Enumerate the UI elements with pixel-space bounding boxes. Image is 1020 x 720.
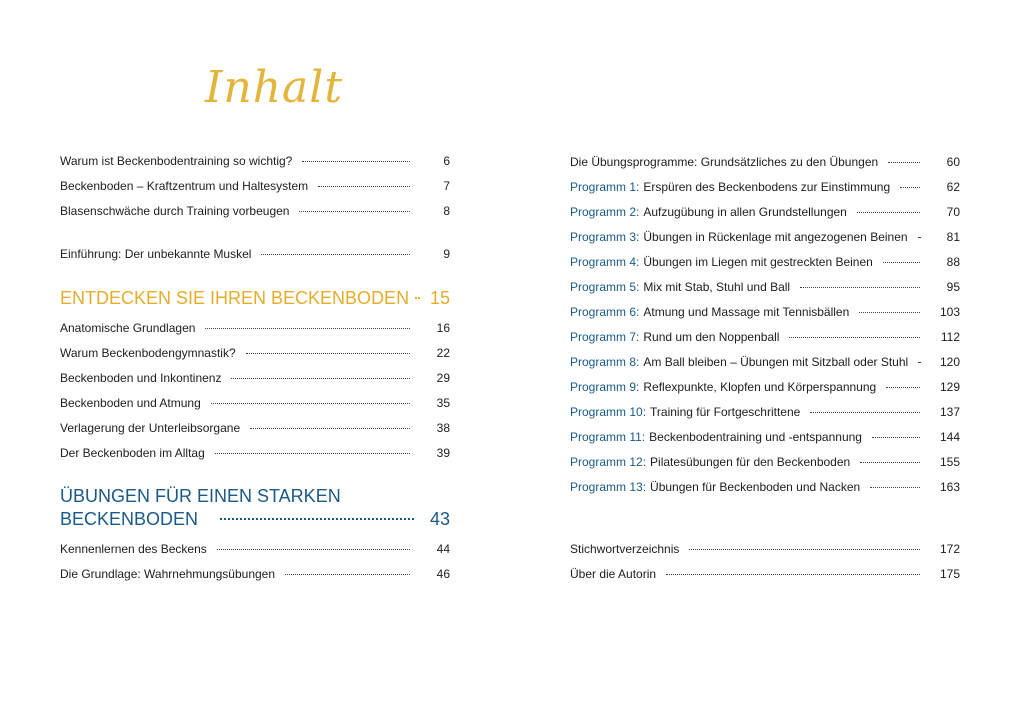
program-entry[interactable] (570, 329, 960, 345)
program-entry[interactable] (570, 279, 960, 295)
program-entry[interactable] (570, 454, 960, 470)
entry-page: 175 (939, 567, 960, 581)
program-number: Programm 4: (570, 255, 640, 269)
entry-label: Blasenschwäche durch Training vorbeugen (60, 204, 290, 218)
dot-leader (789, 336, 920, 338)
program-entry[interactable] (570, 404, 960, 420)
entry-label: Rund um den Noppenball (643, 330, 780, 344)
dot-leader (883, 261, 920, 263)
entry-page: 44 (436, 542, 450, 556)
dot-leader (857, 211, 920, 213)
toc-entry[interactable] (60, 178, 450, 194)
toc-entry[interactable] (570, 154, 960, 170)
section-heading-exercises[interactable] (60, 508, 450, 530)
dot-leader (261, 253, 410, 255)
entry-label: Beckenboden und Atmung (60, 396, 201, 410)
program-number: Programm 1: (570, 180, 640, 194)
entry-page: 112 (940, 330, 960, 344)
dot-leader (870, 486, 920, 488)
entry-label: Stichwortverzeichnis (570, 542, 680, 556)
program-number: Programm 6: (570, 305, 640, 319)
entry-page: 120 (939, 355, 960, 369)
section-heading-discover[interactable] (60, 287, 450, 309)
section-heading-label: ENTDECKEN SIE IHREN BECKENBODEN (60, 288, 410, 308)
toc-entry[interactable] (570, 566, 960, 582)
section-heading-label: BECKENBODEN (60, 509, 199, 529)
toc-entry[interactable] (60, 445, 450, 461)
section-heading-page: 15 (429, 288, 450, 308)
entry-page: 8 (443, 204, 450, 218)
program-entry[interactable] (570, 379, 960, 395)
toc-entry[interactable] (60, 370, 450, 386)
dot-leader (231, 377, 410, 379)
program-entry[interactable] (570, 229, 960, 245)
entry-page: 16 (436, 321, 450, 335)
entry-page: 70 (946, 205, 960, 219)
entry-label: Training für Fortgeschrittene (650, 405, 801, 419)
entry-page: 46 (436, 567, 450, 581)
program-number: Programm 9: (570, 380, 640, 394)
entry-label: Übungen im Liegen mit gestreckten Beinen (643, 255, 873, 269)
entry-label: Einführung: Der unbekannte Muskel (60, 247, 252, 261)
entry-page: 62 (946, 180, 960, 194)
toc-entry[interactable] (60, 345, 450, 361)
dot-leader (215, 452, 410, 454)
dot-leader (860, 461, 920, 463)
entry-page: 137 (939, 405, 960, 419)
dot-leader (285, 573, 410, 575)
entry-label: Warum ist Beckenbodentraining so wichtig? (60, 154, 293, 168)
entry-label: Beckenbodentraining und -entspannung (649, 430, 862, 444)
toc-title: Inhalt (205, 62, 344, 113)
entry-page: 22 (436, 346, 450, 360)
toc-entry[interactable] (60, 420, 450, 436)
program-number: Programm 2: (570, 205, 640, 219)
dot-leader (299, 210, 410, 212)
program-number: Programm 8: (570, 355, 640, 369)
entry-page: 7 (443, 179, 450, 193)
entry-page: 103 (939, 305, 960, 319)
dot-leader (810, 411, 920, 413)
toc-entry[interactable] (60, 153, 450, 169)
entry-label: Die Grundlage: Wahrnehmungsübungen (60, 567, 276, 581)
dot-leader (886, 386, 920, 388)
section-heading-exercises-line1[interactable]: ÜBUNGEN FÜR EINEN STARKEN (60, 486, 341, 506)
dot-leader (918, 236, 920, 238)
entry-page: 60 (946, 155, 960, 169)
toc-entry[interactable] (60, 541, 450, 557)
program-entry[interactable] (570, 479, 960, 495)
dot-leader (318, 185, 410, 187)
toc-entry[interactable] (570, 541, 960, 557)
dot-leader (211, 402, 410, 404)
program-entry[interactable] (570, 179, 960, 195)
entry-page: 81 (946, 230, 960, 244)
entry-label: Übungen in Rückenlage mit angezogenen Beinen (643, 230, 908, 244)
entry-page: 129 (939, 380, 960, 394)
entry-page: 95 (946, 280, 960, 294)
dot-leader (888, 161, 920, 163)
program-number: Programm 12: (570, 455, 647, 469)
dot-leader (220, 517, 414, 520)
entry-label: Kennenlernen des Beckens (60, 542, 207, 556)
dot-leader (415, 296, 418, 299)
entry-label: Erspüren des Beckenbodens zur Einstimmung (643, 180, 891, 194)
program-number: Programm 10: (570, 405, 647, 419)
program-entry[interactable] (570, 304, 960, 320)
program-number: Programm 11: (570, 430, 646, 444)
program-number: Programm 5: (570, 280, 640, 294)
entry-page: 39 (436, 446, 450, 460)
program-entry[interactable] (570, 254, 960, 270)
entry-label: Am Ball bleiben – Übungen mit Sitzball oder Stuhl (643, 355, 909, 369)
entry-page: 9 (443, 247, 450, 261)
toc-entry[interactable] (60, 246, 450, 262)
entry-page: 6 (443, 154, 450, 168)
entry-label: Atmung und Massage mit Tennisbällen (643, 305, 850, 319)
dot-leader (302, 160, 410, 162)
entry-label: Die Übungsprogramme: Grundsätzliches zu den Übungen (570, 155, 879, 169)
entry-label: Aufzugübung in allen Grundstellungen (643, 205, 847, 219)
entry-label: Verlagerung der Unterleibsorgane (60, 421, 241, 435)
dot-leader (666, 573, 920, 575)
entry-label: Reflexpunkte, Klopfen und Körperspannung (643, 380, 877, 394)
entry-label: Beckenboden und Inkontinenz (60, 371, 222, 385)
entry-label: Pilatesübungen für den Beckenboden (650, 455, 851, 469)
dot-leader (900, 186, 920, 188)
program-number: Programm 7: (570, 330, 640, 344)
dot-leader (800, 286, 920, 288)
dot-leader (859, 311, 920, 313)
entry-label: Der Beckenboden im Alltag (60, 446, 205, 460)
entry-page: 144 (939, 430, 960, 444)
program-number: Programm 3: (570, 230, 640, 244)
entry-label: Beckenboden – Kraftzentrum und Haltesystem (60, 179, 309, 193)
entry-label: Über die Autorin (570, 567, 657, 581)
dot-leader (205, 327, 410, 329)
program-entry[interactable] (570, 429, 960, 445)
entry-page: 163 (939, 480, 960, 494)
entry-page: 35 (436, 396, 450, 410)
dot-leader (872, 436, 920, 438)
entry-page: 88 (946, 255, 960, 269)
program-entry[interactable] (570, 354, 960, 370)
entry-page: 29 (436, 371, 450, 385)
section-heading-page: 43 (429, 509, 450, 529)
entry-label: Mix mit Stab, Stuhl und Ball (643, 280, 791, 294)
entry-label: Übungen für Beckenboden und Nacken (650, 480, 861, 494)
dot-leader (918, 361, 920, 363)
dot-leader (250, 427, 410, 429)
entry-page: 155 (939, 455, 960, 469)
dot-leader (217, 548, 410, 550)
entry-label: Anatomische Grundlagen (60, 321, 196, 335)
dot-leader (246, 352, 410, 354)
program-number: Programm 13: (570, 480, 647, 494)
entry-label: Warum Beckenbodengymnastik? (60, 346, 236, 360)
dot-leader (689, 548, 920, 550)
toc-entry[interactable] (60, 566, 450, 582)
entry-page: 38 (436, 421, 450, 435)
toc-entry[interactable] (60, 395, 450, 411)
toc-entry[interactable] (60, 320, 450, 336)
program-entry[interactable] (570, 204, 960, 220)
entry-page: 172 (939, 542, 960, 556)
toc-entry[interactable] (60, 203, 450, 219)
